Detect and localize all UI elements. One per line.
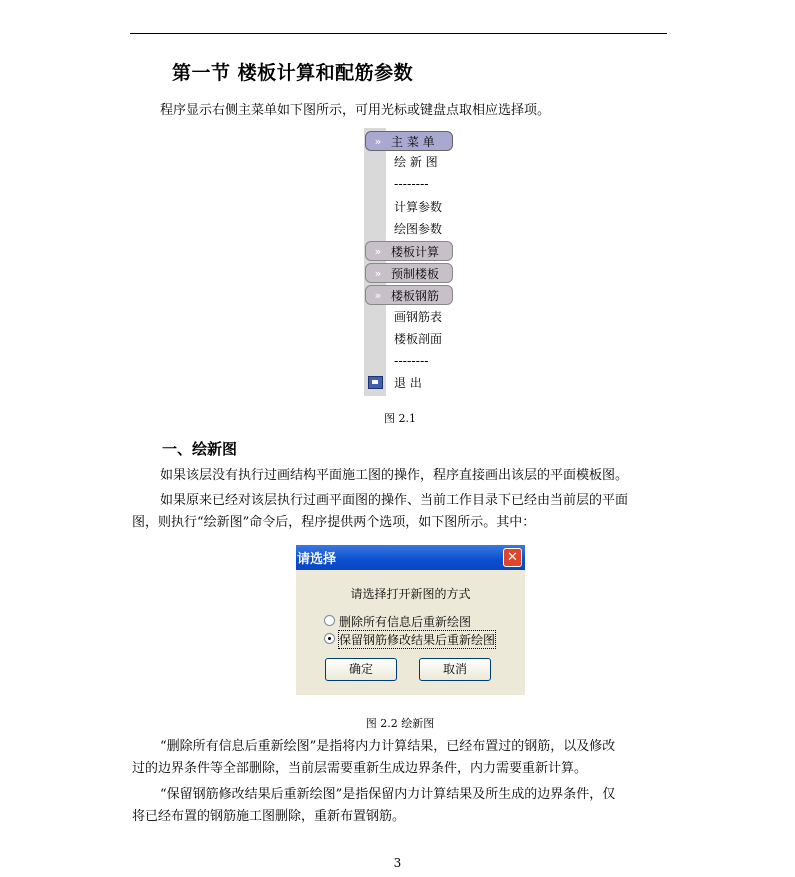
menu-item-draw-new[interactable]: 绘 新 图	[394, 155, 438, 169]
menu-item-exit[interactable]: 退 出	[394, 376, 422, 390]
menu-icon-strip	[364, 128, 386, 396]
main-menu-figure	[364, 128, 456, 396]
radio-button[interactable]	[324, 615, 335, 626]
dialog-prompt: 请选择打开新图的方式	[350, 587, 471, 601]
figure-2-caption: 图 2.2 绘新图	[365, 717, 435, 730]
close-icon[interactable]: ✕	[503, 548, 522, 567]
menu-item-calc-params[interactable]: 计算参数	[394, 200, 443, 214]
submenu-precast-slab[interactable]	[365, 263, 453, 283]
menu-item-draw-params[interactable]: 绘图参数	[394, 222, 443, 236]
dialog-title: 请选择	[297, 552, 337, 567]
submenu-slab-rebar[interactable]	[365, 285, 453, 305]
menu-item-slab-section[interactable]: 楼板剖面	[394, 332, 443, 346]
menu-separator: --------	[394, 354, 429, 368]
menu-separator: --------	[394, 177, 429, 191]
dialog-title-bar[interactable]	[296, 545, 525, 570]
section-title: 第一节 楼板计算和配筋参数	[172, 62, 414, 84]
paragraph-4-line-1: “保留钢筋修改结果后重新绘图”是指保留内力计算结果及所生成的边界条件，仅	[160, 787, 616, 802]
menu-header-main[interactable]	[365, 131, 453, 151]
radio-label: 删除所有信息后重新绘图	[339, 615, 472, 629]
menu-item-rebar-table[interactable]: 画钢筋表	[394, 310, 443, 324]
cancel-button[interactable]: 取消	[419, 658, 491, 681]
paragraph-2-line-1: 如果原来已经对该层执行过画平面图的操作、当前工作目录下已经由当前层的平面	[160, 493, 629, 508]
radio-label: 保留钢筋修改结果后重新绘图	[339, 633, 496, 647]
submenu-label: 楼板钢筋	[391, 289, 440, 303]
header-rule	[130, 33, 667, 34]
exit-icon[interactable]	[368, 376, 383, 389]
double-chevron-right-icon: »	[374, 289, 382, 302]
choose-dialog	[296, 545, 525, 695]
radio-button-selected[interactable]	[324, 633, 335, 644]
paragraph-4-line-2: 将已经布置的钢筋施工图删除，重新布置钢筋。	[132, 809, 406, 824]
paragraph-2-line-2: 图，则执行“绘新图”命令后，程序提供两个选项，如下图所示。其中：	[132, 515, 536, 530]
paragraph-3-line-1: “删除所有信息后重新绘图”是指将内力计算结果，已经布置过的钢筋，以及修改	[160, 739, 616, 754]
paragraph-1: 如果该层没有执行过画结构平面施工图的操作，程序直接画出该层的平面模板图。	[160, 468, 629, 483]
submenu-label: 楼板计算	[391, 245, 440, 259]
double-chevron-right-icon: »	[374, 267, 382, 280]
ok-button[interactable]: 确定	[325, 658, 397, 681]
menu-header-label: 主 菜 单	[391, 135, 435, 149]
paragraph-3-line-2: 过的边界条件等全部删除，当前层需要重新生成边界条件，内力需要重新计算。	[132, 761, 588, 776]
subsection-title: 一、绘新图	[162, 440, 238, 458]
double-chevron-down-icon: »	[374, 135, 382, 148]
intro-paragraph: 程序显示右侧主菜单如下图所示，可用光标或键盘点取相应选择项。	[160, 103, 551, 118]
double-chevron-right-icon: »	[374, 245, 382, 258]
figure-1-caption: 图 2.1	[384, 412, 416, 425]
submenu-slab-calc[interactable]	[365, 241, 453, 261]
submenu-label: 预制楼板	[391, 267, 440, 281]
page-number: 3	[393, 856, 402, 870]
